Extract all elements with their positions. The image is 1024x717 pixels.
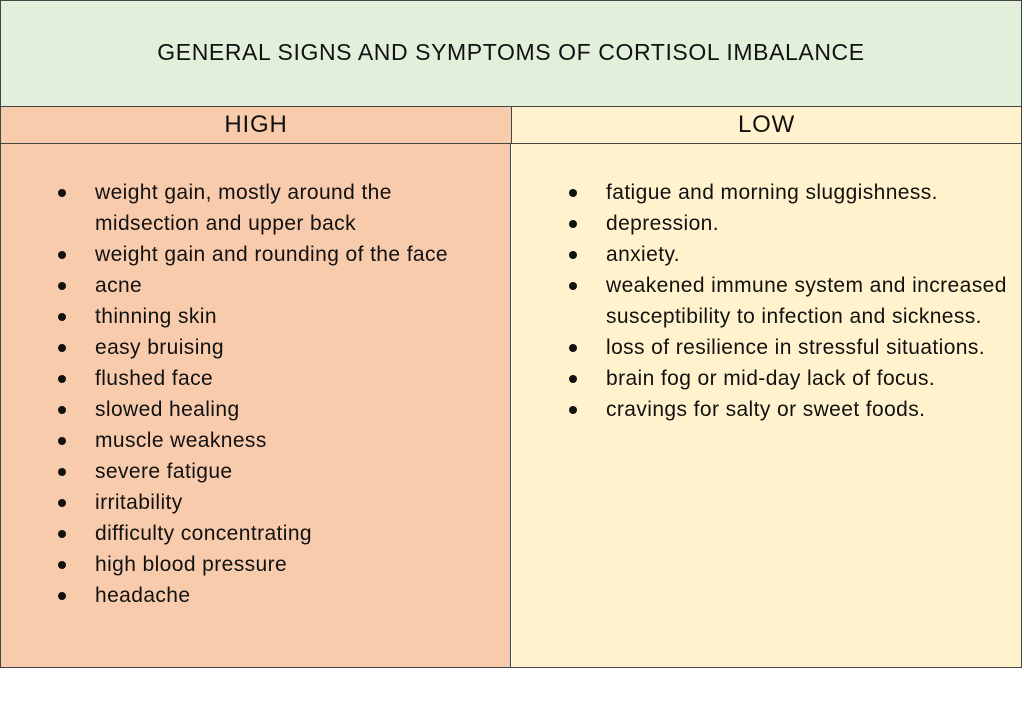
- list-item: irritability: [95, 487, 475, 518]
- high-symptoms-list: [95, 177, 475, 611]
- list-item: weight gain and rounding of the face: [95, 239, 475, 270]
- list-item: headache: [95, 580, 475, 611]
- list-item: acne: [95, 270, 475, 301]
- list-item: flushed face: [95, 363, 475, 394]
- list-item: weakened immune system and increased susceptibility to infection and sickness.: [606, 270, 1012, 332]
- list-item: muscle weakness: [95, 425, 475, 456]
- title-row: [1, 1, 1021, 107]
- list-item: difficulty concentrating: [95, 518, 475, 549]
- list-item: cravings for salty or sweet foods.: [606, 394, 1012, 425]
- low-symptoms-column: [512, 144, 1021, 667]
- table-title: GENERAL SIGNS AND SYMPTOMS OF CORTISOL IMBALANCE: [157, 39, 865, 65]
- list-item: severe fatigue: [95, 456, 475, 487]
- list-item: loss of resilience in stressful situations.: [606, 332, 1012, 363]
- list-item: thinning skin: [95, 301, 475, 332]
- high-symptoms-column: [1, 144, 511, 667]
- low-symptoms-list: [606, 177, 1012, 425]
- list-item: depression.: [606, 208, 1012, 239]
- header-high: HIGH: [1, 107, 512, 143]
- list-item: brain fog or mid-day lack of focus.: [606, 363, 1012, 394]
- list-item: fatigue and morning sluggishness.: [606, 177, 1012, 208]
- list-item: anxiety.: [606, 239, 1012, 270]
- header-low: LOW: [512, 107, 1021, 143]
- list-item: slowed healing: [95, 394, 475, 425]
- list-item: weight gain, mostly around the midsection and upper back: [95, 177, 475, 239]
- header-row: [1, 107, 1021, 144]
- list-item: easy bruising: [95, 332, 475, 363]
- list-item: high blood pressure: [95, 549, 475, 580]
